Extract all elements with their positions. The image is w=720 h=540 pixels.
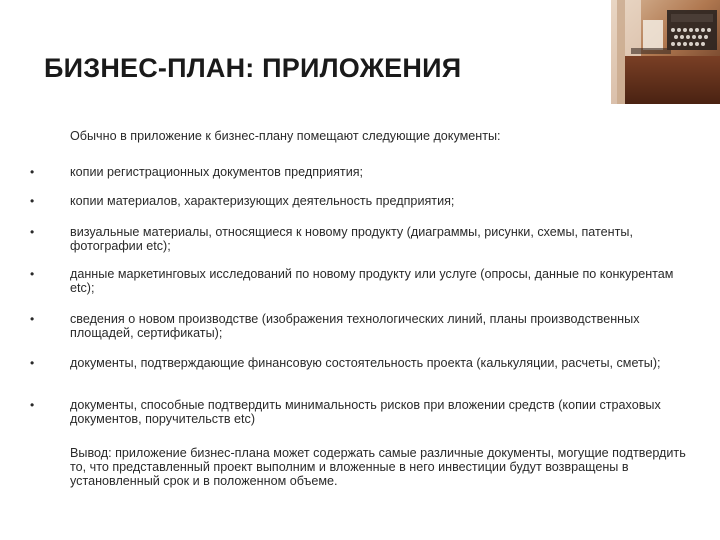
list-item-text: копии регистрационных документов предприятия; (70, 165, 364, 179)
bullet-icon: • (30, 398, 35, 412)
bullet-icon: • (30, 165, 35, 179)
bullet-icon: • (30, 267, 35, 281)
bullet-icon: • (30, 312, 35, 326)
list-item-text: копии материалов, характеризующих деятельность предприятия; (70, 194, 455, 208)
typewriter-photo (611, 0, 720, 104)
list-item-text: данные маркетинговых исследований по новому продукту или услуге (опросы, данные по конкурентам etc); (70, 267, 674, 295)
list-item-text: визуальные материалы, относящиеся к новому продукту (диаграммы, рисунки, схемы, патенты, фотографии etc); (70, 225, 633, 253)
slide-title: БИЗНЕС-ПЛАН: ПРИЛОЖЕНИЯ (44, 53, 462, 83)
bullet-icon: • (30, 194, 35, 208)
conclusion-text: Вывод: приложение бизнес-плана может содержать самые различные документы, могущие подтвердить то, что представленный проект выполним и вложенные в него инвестиции будут возвращены в установленный срок и в положенном объеме. (70, 446, 686, 488)
list-item-text: документы, способные подтвердить минимальность рисков при вложении средств (копии страховых документов, поручительств etc) (70, 398, 661, 426)
intro-text: Обычно в приложение к бизнес-плану помещают следующие документы: (70, 129, 501, 143)
list-item-text: документы, подтверждающие финансовую состоятельность проекта (калькуляции, расчеты, сметы); (70, 356, 661, 370)
bullet-icon: • (30, 356, 35, 370)
list-item-text: сведения о новом производстве (изображения технологических линий, планы производственных площадей, сертификаты); (70, 312, 640, 340)
typewriter-image (611, 0, 720, 104)
bullet-icon: • (30, 225, 35, 239)
